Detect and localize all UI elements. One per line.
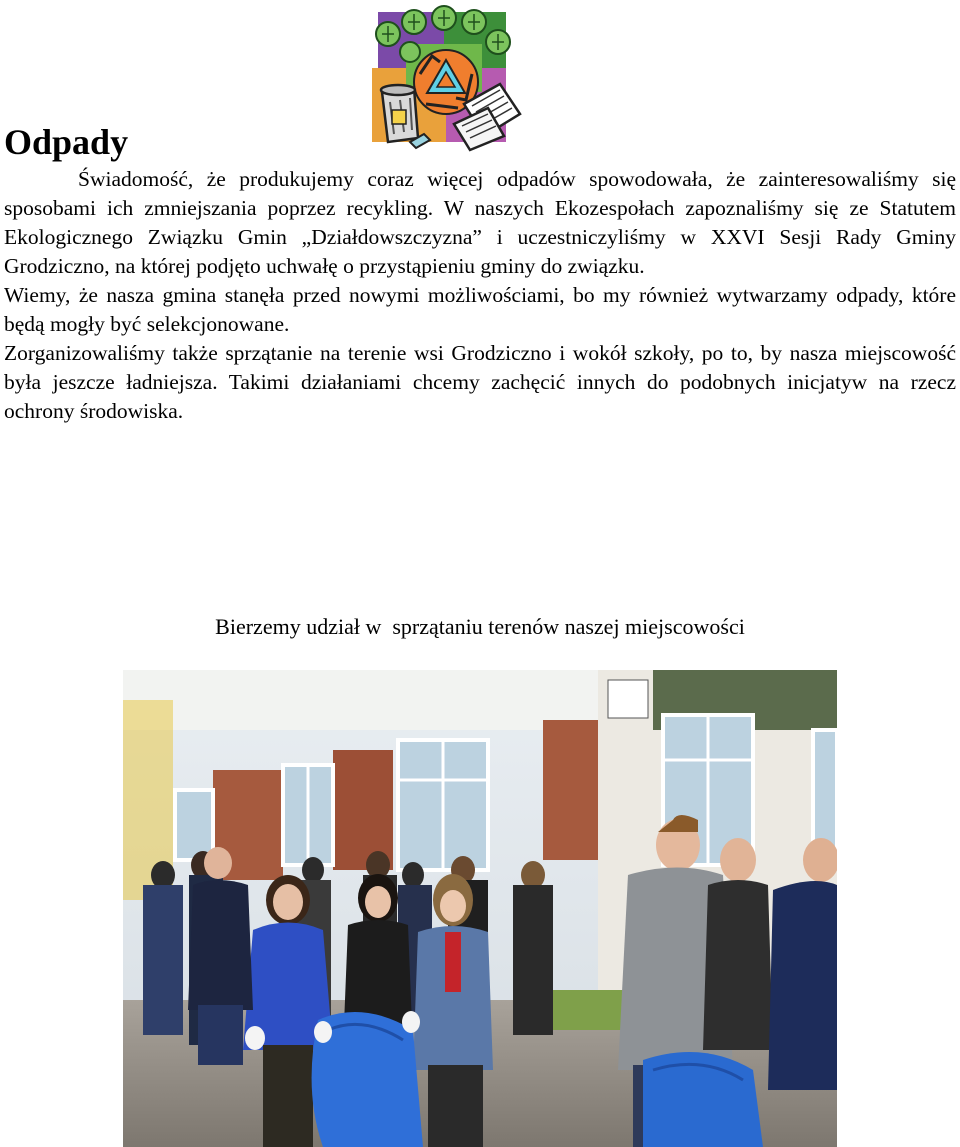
body-text — [4, 165, 956, 426]
paragraph-municipality: Wiemy, że nasza gmina stanęła przed nowymi możliwościami, bo my również wytwarzamy odpady, które będą mogły być selekcjonowane. — [4, 283, 956, 336]
paragraph-recycling-intro: Świadomość, że produkujemy coraz więcej odpadów spowodowała, że zainteresowaliśmy się sposobami ich zmniejszania poprzez recykling. W naszych Ekozespołach zapoznaliśmy się ze Statutem Ekologicznego Związku Gmin „Działdowszczyzna” i uczestniczyliśmy w XXVI Sesji Rady Gminy Grodziczno, na której podjęto uchwałę o przystąpieniu gminy do związku. — [4, 167, 956, 278]
page-title: Odpady — [4, 122, 129, 162]
paragraph-cleanup: Zorganizowaliśmy także sprzątanie na terenie wsi Grodziczno i wokół szkoły, po to, by nasza miejscowość była jeszcze ładniejsza. Takimi działaniami chcemy zachęcić innych do podobnych inicjatyw na rzecz ochrony środowiska. — [4, 341, 956, 423]
students-cleaning-school-grounds-photo — [123, 670, 837, 1147]
photo-caption: Bierzemy udział w sprzątaniu terenów naszej miejscowości — [215, 614, 745, 639]
recycling-clipart-icon — [366, 4, 526, 152]
